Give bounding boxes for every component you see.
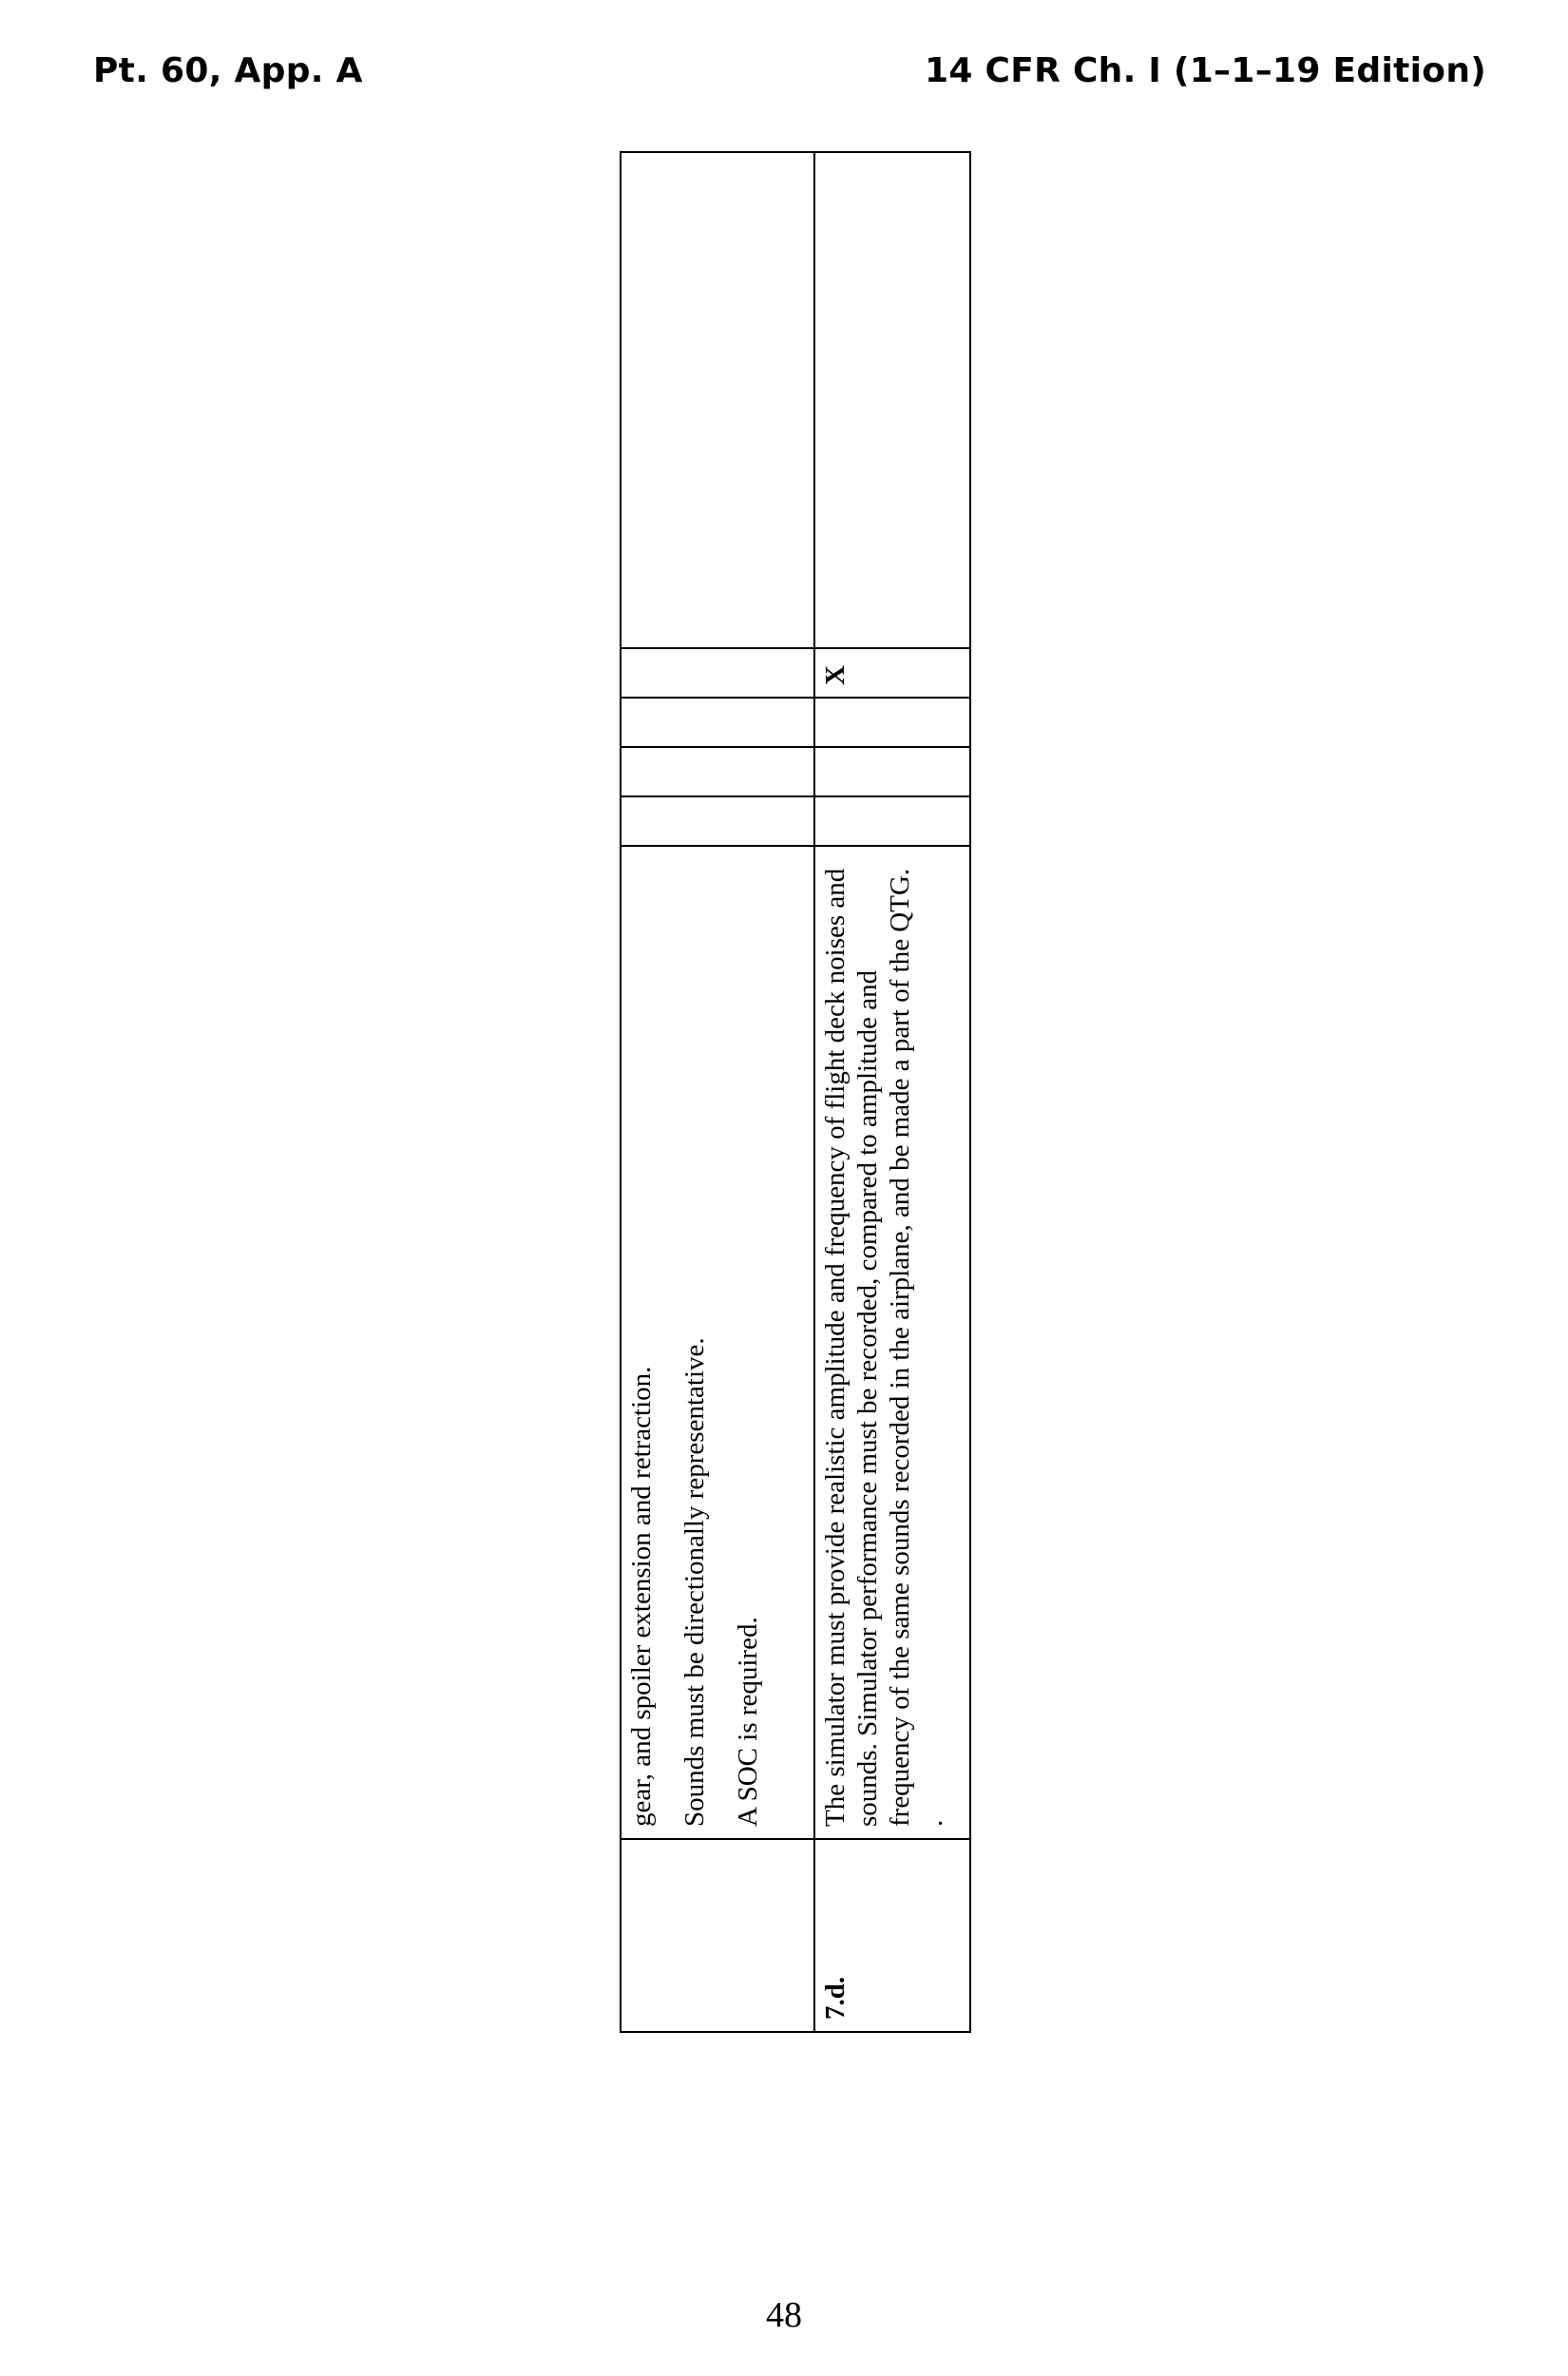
requirement-text: A SOC is required. bbox=[733, 1617, 764, 1827]
requirements-table bbox=[620, 151, 971, 2033]
level-mark-cell bbox=[814, 747, 970, 796]
entry-number-cell: 7.d. bbox=[814, 1839, 970, 2032]
level-mark-cell bbox=[621, 698, 814, 747]
entry-number-cell bbox=[621, 1839, 814, 2032]
level-mark-cell bbox=[814, 698, 970, 747]
notes-cell bbox=[621, 152, 814, 648]
level-mark-cell bbox=[621, 747, 814, 796]
page-number: 48 bbox=[766, 2295, 802, 2335]
requirement-cell bbox=[621, 846, 814, 1839]
table-row bbox=[814, 152, 970, 2032]
level-mark-cell bbox=[621, 796, 814, 846]
notes-cell bbox=[814, 152, 970, 648]
running-head-section: Pt. 60, App. A bbox=[93, 51, 363, 90]
requirement-cell bbox=[814, 846, 970, 1839]
requirement-text: Sounds must be directionally representative. bbox=[679, 1337, 711, 1827]
requirement-text: gear, and spoiler extension and retraction. bbox=[626, 1366, 657, 1827]
level-mark-cell bbox=[814, 796, 970, 846]
rotated-table bbox=[620, 153, 969, 2033]
table-row bbox=[621, 152, 814, 2032]
level-mark-cell bbox=[621, 648, 814, 698]
level-mark-cell: X bbox=[814, 648, 970, 698]
requirement-text: The simulator must provide realistic amplitude and frequency of flight deck noises and sounds. Simulator performance must be recorded, compared to amplitude and frequency of the same sounds recorded in the airplane, and be made a part of the QTG. . bbox=[820, 868, 948, 1827]
requirements-table-container bbox=[620, 153, 969, 2033]
running-head-edition: 14 CFR Ch. I (1–1–19 Edition) bbox=[924, 51, 1486, 90]
